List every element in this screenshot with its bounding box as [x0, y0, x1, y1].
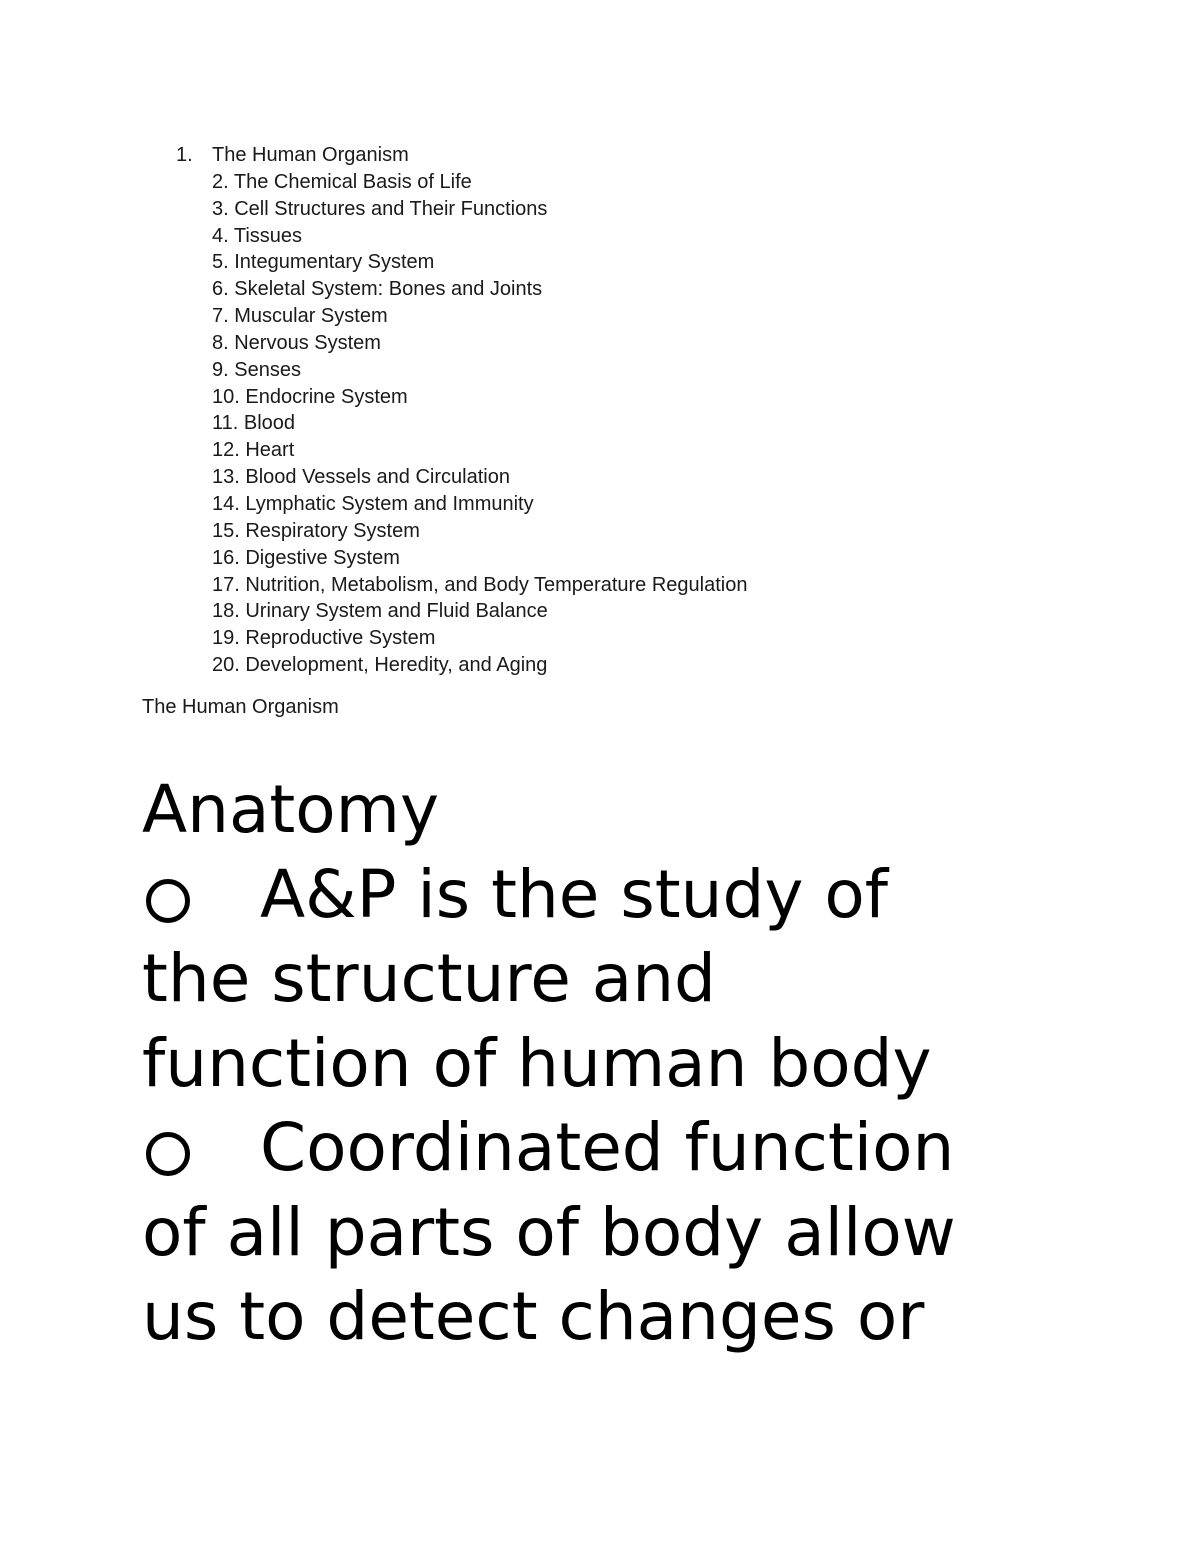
slide-text-body	[142, 768, 1142, 1360]
toc-item: 7. Muscular System	[212, 305, 388, 328]
section-label: The Human Organism	[142, 696, 339, 718]
toc-item: 3. Cell Structures and Their Functions	[212, 197, 548, 220]
bullet-line: function of human body	[142, 1024, 932, 1102]
toc-item-number: 1.	[176, 144, 193, 166]
circle-bullet-icon	[146, 879, 190, 923]
bullet-line: of all parts of body allow	[142, 1193, 956, 1271]
bullet-text: A&P is the study of	[260, 855, 889, 933]
bullet-line	[142, 1106, 1142, 1191]
bullet-line: us to detect changes or	[142, 1278, 925, 1355]
toc-item: 6. Skeletal System: Bones and Joints	[212, 278, 543, 301]
toc-item	[0, 142, 1200, 169]
toc-item-label: The Human Organism	[212, 144, 409, 166]
toc-item: 4. Tissues	[212, 224, 303, 247]
toc-item: 10. Endocrine System	[212, 385, 408, 408]
toc-item: 20. Development, Heredity, and Aging	[212, 654, 548, 677]
bullet-line: the structure and	[142, 940, 716, 1017]
toc-item: 2. The Chemical Basis of Life	[212, 170, 472, 193]
toc-item: 5. Integumentary System	[212, 251, 435, 274]
toc-item: 13. Blood Vessels and Circulation	[212, 466, 510, 489]
toc-item: 19. Reproductive System	[212, 627, 436, 650]
circle-bullet-icon	[146, 1132, 190, 1176]
toc-item: 16. Digestive System	[212, 546, 400, 569]
toc-item: 9. Senses	[212, 358, 301, 381]
toc-item: 11. Blood	[212, 412, 296, 435]
toc-item: 12. Heart	[212, 439, 295, 462]
table-of-contents	[0, 142, 1200, 679]
toc-item: 17. Nutrition, Metabolism, and Body Temperature Regulation	[212, 573, 748, 596]
bullet-line	[142, 853, 1142, 938]
toc-item: 8. Nervous System	[212, 331, 381, 354]
toc-item: 14. Lymphatic System and Immunity	[212, 492, 534, 515]
slide-heading: Anatomy	[142, 771, 440, 848]
toc-item: 18. Urinary System and Fluid Balance	[212, 600, 548, 623]
bullet-text: Coordinated function	[260, 1109, 955, 1186]
toc-item: 15. Respiratory System	[212, 519, 420, 542]
